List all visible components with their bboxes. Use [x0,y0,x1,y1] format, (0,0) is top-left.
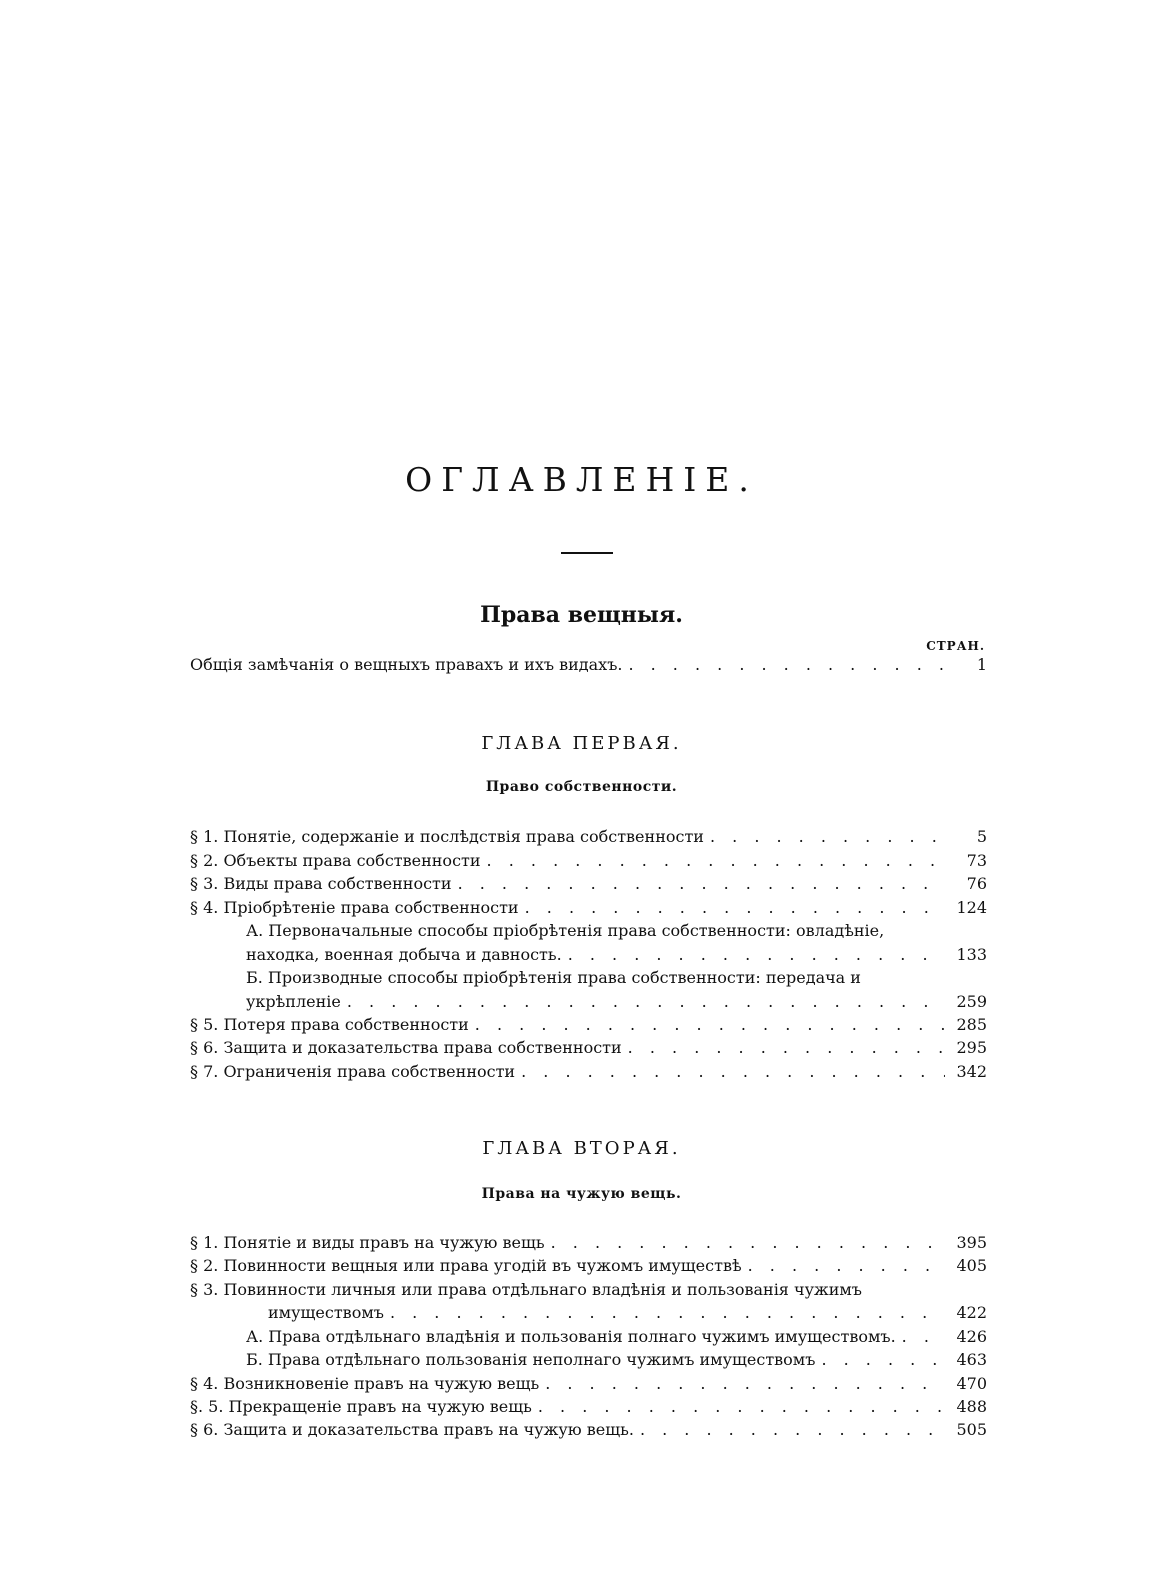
leader-dots [515,1062,945,1082]
leader-dots [562,945,945,965]
entry-page: 124 [956,898,987,917]
leader-dots [384,1303,945,1323]
toc-entry[interactable] [190,1252,987,1276]
toc-entry[interactable] [190,1416,987,1440]
leader-dots [452,874,945,894]
entry-page: 505 [956,1420,987,1439]
chapter-subheading: Право собственности. [485,779,678,795]
chapter-subheading: Права на чужую вещь. [481,1186,682,1202]
chapter-heading: ГЛАВА ПЕРВАЯ. [481,733,682,754]
entry-text: § 4. Возникновеніе правъ на чужую вещь [190,1374,540,1393]
entry-page: 1 [976,655,987,674]
entry-text: Общія замѣчанія о вещныхъ правахъ и ихъ видахъ. [190,655,623,674]
entry-page: 285 [956,1015,987,1034]
toc-entry[interactable] [190,847,987,871]
entry-text: Б. Производные способы пріобрѣтенія права собственности: передача и [246,968,861,987]
entry-page: 488 [956,1397,987,1416]
toc-entry[interactable] [190,1058,987,1082]
entry-page: 342 [956,1062,987,1081]
leader-dots [539,1374,945,1394]
leader-dots [815,1350,945,1370]
entry-page: 5 [976,827,987,846]
entry-text: имуществомъ [268,1303,384,1322]
entry-text: § 4. Пріобрѣтеніе права собственности [190,898,519,917]
toc-entry[interactable] [190,894,987,918]
leader-dots [532,1397,945,1417]
entry-text: § 5. Потеря права собственности [190,1015,469,1034]
entry-text: находка, военная добыча и давность. [246,945,562,964]
entry-page: 463 [956,1350,987,1369]
entry-page: 73 [966,851,987,870]
page-column-label: СТРАН. [926,639,985,653]
toc-entry-intro[interactable] [190,651,987,675]
leader-dots [469,1015,945,1035]
toc-entry-continuation[interactable] [268,1299,987,1323]
entry-text: укрѣпленіе [246,992,341,1011]
toc-entry[interactable] [190,1011,987,1035]
leader-dots [341,992,945,1012]
leader-dots [634,1420,945,1440]
toc-entry[interactable] [246,1346,987,1370]
leader-dots [742,1256,945,1276]
leader-dots [704,827,945,847]
entry-page: 133 [956,945,987,964]
entry-page: 422 [956,1303,987,1322]
entry-text: §. 5. Прекращеніе правъ на чужую вещь [190,1397,532,1416]
leader-dots [519,898,945,918]
toc-entry[interactable] [190,870,987,894]
entry-page: 405 [956,1256,987,1275]
entry-page: 295 [956,1038,987,1057]
entry-text: § 3. Повинности личныя или права отдѣльнаго владѣнія и пользованія чужимъ [190,1280,862,1299]
toc-entry[interactable] [190,1034,987,1058]
entry-text: § 1. Понятіе и виды правъ на чужую вещь [190,1233,545,1252]
toc-entry[interactable] [190,1229,987,1253]
entry-text: § 7. Ограниченія права собственности [190,1062,516,1081]
entry-text: А. Первоначальные способы пріобрѣтенія права собственности: овладѣніе, [246,921,885,940]
toc-entry[interactable] [190,1370,987,1394]
entry-page: 76 [966,874,987,893]
toc-entry[interactable] [190,823,987,847]
entry-text: Б. Права отдѣльнаго пользованія неполнаго чужимъ имуществомъ [246,1350,816,1369]
entry-text: А. Права отдѣльнаго владѣнія и пользованія полнаго чужимъ имуществомъ. [246,1327,896,1346]
toc-entry-continuation[interactable] [246,941,987,965]
entry-text: § 2. Повинности вещныя или права угодій въ чужомъ имуществѣ [190,1256,742,1275]
entry-text: § 1. Понятіе, содержаніе и послѣдствія права собственности [190,827,704,846]
leader-dots [622,655,945,675]
leader-dots [622,1038,945,1058]
toc-entry[interactable] [190,1276,987,1300]
toc-entry[interactable] [246,917,987,941]
toc-entry[interactable] [246,1323,987,1347]
entry-page: 395 [956,1233,987,1252]
chapter-heading: ГЛАВА ВТОРАЯ. [482,1138,681,1159]
entry-text: § 2. Объекты права собственности [190,851,481,870]
page-title: ОГЛАВЛЕНIЕ. [405,460,758,499]
toc-entry[interactable] [246,964,987,988]
part-title: Права вещныя. [480,602,683,628]
entry-text: § 6. Защита и доказательства правъ на чужую вещь. [190,1420,634,1439]
title-rule [561,552,613,554]
entry-page: 426 [956,1327,987,1346]
leader-dots [896,1327,945,1347]
entry-text: § 3. Виды права собственности [190,874,452,893]
toc-entry[interactable] [190,1393,987,1417]
entry-text: § 6. Защита и доказательства права собственности [190,1038,622,1057]
entry-page: 470 [956,1374,987,1393]
toc-entry-continuation[interactable] [246,988,987,1012]
entry-page: 259 [956,992,987,1011]
leader-dots [481,851,945,871]
leader-dots [545,1233,945,1253]
